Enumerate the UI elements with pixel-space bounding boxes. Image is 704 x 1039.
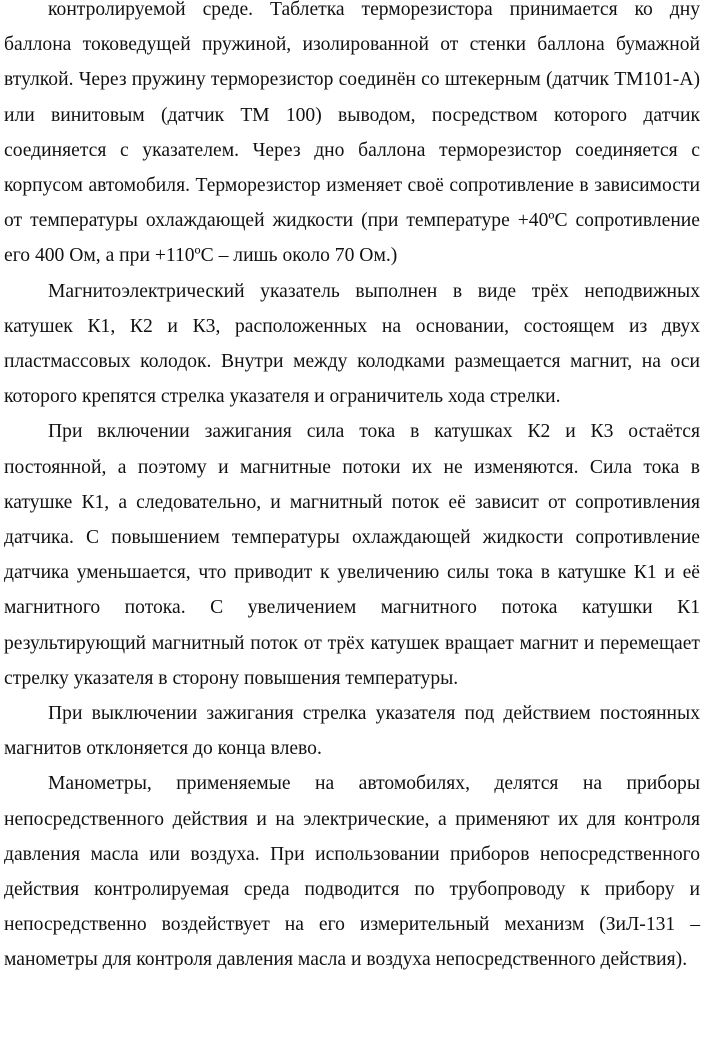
paragraph-manometers: Манометры, применяемые на автомобилях, делятся на приборы непосредственного действия и на электрические, а применяют их для контроля давления масла или воздуха. При использовании приборов непосредственного действия контролируемая среда подводится по трубопроводу к прибору и непосредственно воздействует на его измерительный механизм (ЗиЛ-131 – манометры для контроля давления масла и воздуха непосредственного действия). bbox=[4, 773, 700, 971]
paragraph-magnetoelectric-indicator: Магнитоэлектрический указатель выполнен в виде трёх неподвижных катушек К1, К2 и К3, расположенных на основании, состоящем из двух пластмассовых колодок. Внутри между колодками размещается магнит, на оси которого крепятся стрелка указателя и ограничитель хода стрелки. bbox=[4, 280, 700, 408]
paragraph-ignition-on: При включении зажигания сила тока в катушках К2 и К3 остаётся постоянной, а поэтому и магнитные потоки их не изменяются. Сила тока в катушке К1, а следовательно, и магнитный поток её зависит от сопротивления датчика. С повышением температуры охлаждающей жидкости сопротивление датчика уменьшается, что приводит к увеличению силы тока в катушке К1 и её магнитного потока. С увеличением магнитного потока катушки К1 результирующий магнитный поток от трёх катушек вращает магнит и перемещает стрелку указателя в сторону повышения температуры. bbox=[4, 421, 700, 689]
paragraph-continuation: контролируемой среде. Таблетка терморезистора принимается ко дну баллона токоведущей пружиной, изолированной от стенки баллона бумажной втулкой. Через пружину терморезистор соединён со штекерным (датчик ТМ101-А) или винитовым (датчик ТМ 100) выводом, посредством которого датчик соединяется с указателем. Через дно баллона терморезистор соединяется с корпусом автомобиля. Терморезистор изменяет своё сопротивление в зависимости от температуры охлаждающей жидкости (при температуре +40ºС сопротивление его 400 Ом, а при +110ºС – лишь около 70 Ом.) bbox=[4, 0, 700, 267]
paragraph-ignition-off: При выключении зажигания стрелка указателя под действием постоянных магнитов отклоняется до конца влево. bbox=[4, 703, 700, 760]
